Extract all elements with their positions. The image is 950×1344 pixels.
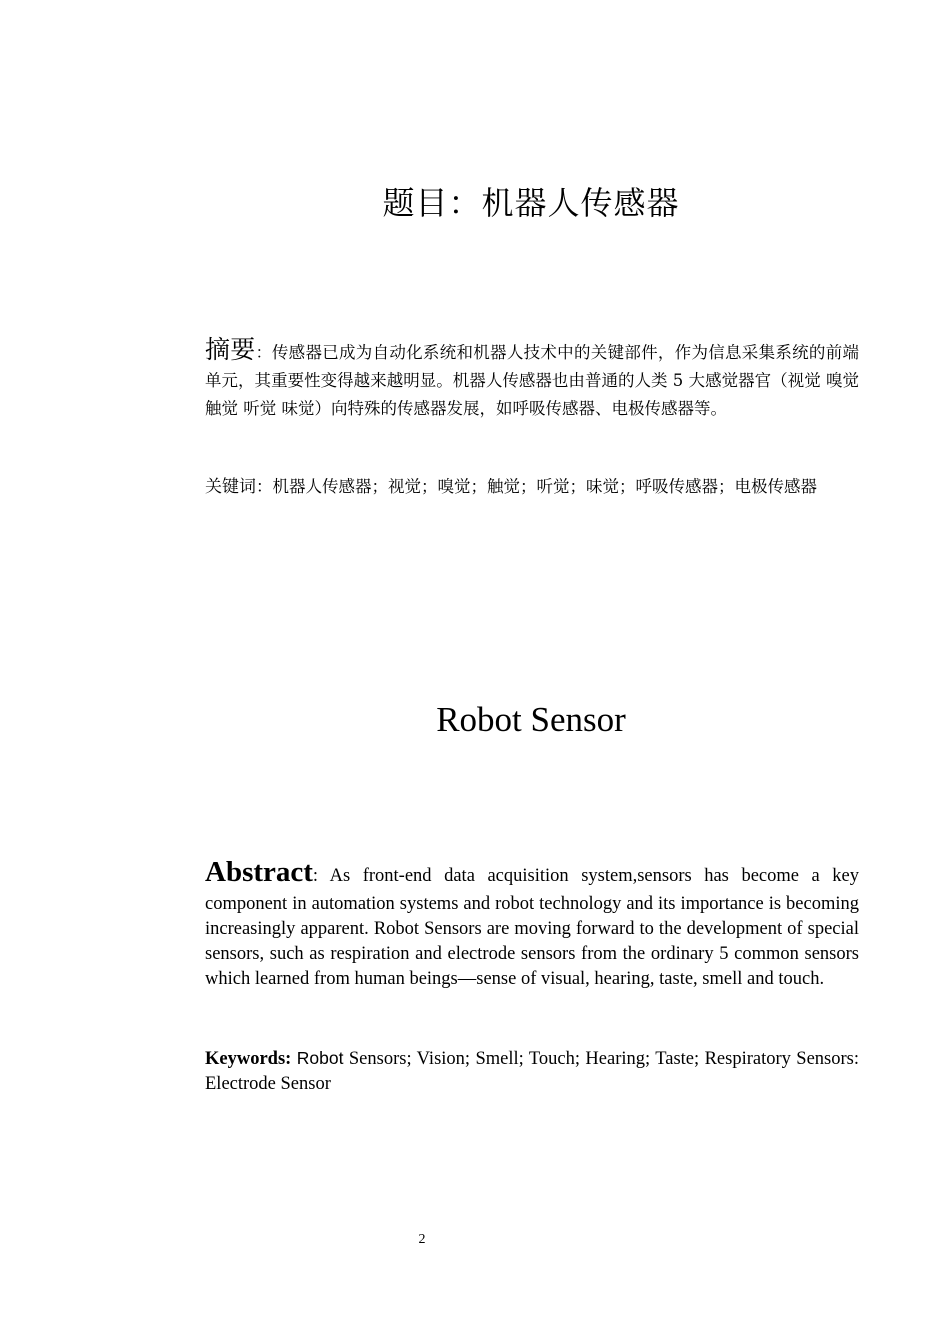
chinese-abstract-text: 传感器已成为自动化系统和机器人技术中的关键部件，作为信息采集系统的前端单元，其重要性变得越来越明显。机器人传感器也由普通的人类 5 大感觉器官（视觉 嗅觉 触觉 听觉 味觉）向特殊的传感器发展，如呼吸传感器、电极传感器等。 [205, 343, 859, 418]
chinese-keywords-colon: ： [256, 477, 273, 496]
chinese-keywords [205, 474, 859, 500]
english-title: Robot Sensor [436, 700, 626, 739]
english-abstract-text: : As front-end data acquisition system,sensors has become a key component in automation systems and robot technology and its importance is becoming increasingly apparent. Robot Sensors are moving forward to the development of special sensors, such as respiration and electrode sensors from the ordinary 5 common sensors which learned from human beings—sense of visual, hearing, taste, smell and touch. [205, 866, 859, 989]
chinese-abstract-label: 摘要 [205, 335, 256, 364]
english-abstract [205, 852, 859, 992]
chinese-abstract-colon: ： [255, 343, 272, 362]
english-keywords-first-word: Robot [296, 1048, 344, 1068]
english-abstract-label: Abstract [205, 856, 313, 888]
chinese-keywords-text: 机器人传感器；视觉；嗅觉；触觉；听觉；味觉；呼吸传感器；电极传感器 [272, 477, 817, 496]
chinese-keywords-label: 关键词 [205, 477, 256, 497]
english-keywords [205, 1046, 859, 1097]
english-keywords-label: Keywords: [205, 1049, 292, 1069]
chinese-abstract [205, 336, 859, 423]
chinese-title: 题目：机器人传感器 [382, 184, 680, 222]
english-keywords-text: Sensors; Vision; Smell; Touch; Hearing; Taste; Respiratory Sensors: Electrode Sensor [205, 1049, 860, 1094]
page-number: 2 [418, 1232, 426, 1247]
